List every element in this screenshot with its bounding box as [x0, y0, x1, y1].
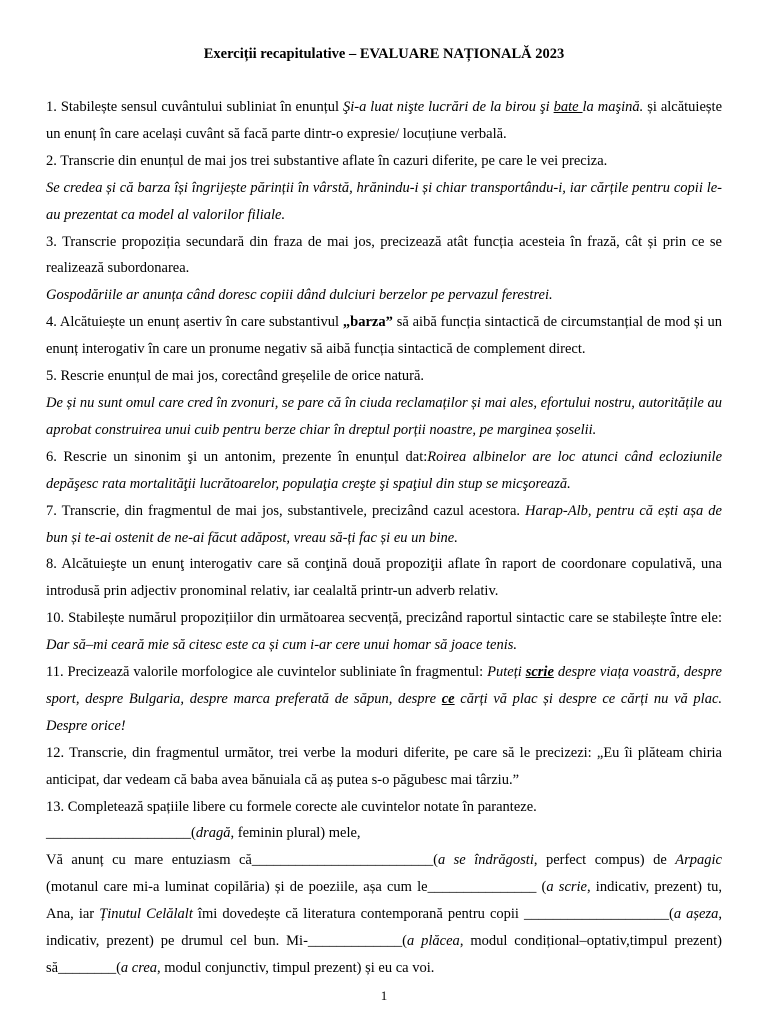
underlined-word-ce: ce	[441, 690, 455, 707]
exercise-7-prompt: 7. Transcrie, din fragmentul de mai jos, substantivele, precizând cazul acestora.	[46, 502, 526, 519]
exercise-1-quote: Şi-a luat nişte lucrări de la birou şi	[343, 99, 554, 115]
exercise-7	[46, 498, 722, 552]
exercise-4	[46, 309, 722, 363]
exercise-3-text	[46, 282, 722, 309]
page-title: Exerciții recapitulative – EVALUARE NAȚIONALĂ 2023	[203, 46, 565, 62]
hint-word: a se îndrăgosti	[437, 852, 534, 869]
exercise-5-text	[46, 390, 722, 444]
underlined-word-scrie: scrie	[525, 664, 554, 681]
exercise-11-quote-end: cărți vă plac și despre ce cărți nu vă plac. Despre orice!	[46, 690, 723, 734]
hint-word: dragă	[195, 825, 231, 842]
exercise-13: 13. Completează spațiile libere cu formele corecte ale cuvintelor notate în paranteze.	[46, 798, 537, 815]
exercise-11	[46, 659, 722, 740]
cat-name: Arpagic	[675, 852, 722, 869]
letter-text: îmi dovedește că literatura contemporană pentru copii ____________________(	[192, 906, 674, 923]
hint-word: a crea	[120, 960, 158, 976]
exercise-6	[46, 444, 722, 498]
exercise-11-quote-mid: despre viața voastră, despre sport, despre Bulgaria, despre marca preferată de săpun, despre	[46, 664, 722, 707]
letter-text: , indicativ, prezent) pe drumul cel bun. Mi-_____________(	[46, 906, 722, 950]
page-number: 1	[380, 988, 388, 1003]
exercise-11-prompt: 11. Precizează valorile morfologice ale cuvintelor subliniate în fragmentul:	[46, 664, 488, 681]
hint-rest: , feminin plural) mele,	[230, 825, 361, 842]
letter-text: Vă anunț cu mare entuziasm că_________________________(	[46, 852, 438, 869]
exercise-6-quote: Roirea albinelor are loc atunci când ecloziunile depăşesc rata mortalităţii lucrătoarelor, populaţia creşte şi spaţiul din stup se micşorează.	[46, 448, 723, 492]
exercise-4-keyword: „barza”	[342, 314, 393, 331]
hint-word: a plăcea	[407, 933, 460, 950]
exercise-5: 5. Rescrie enunțul de mai jos, corectând greșelile de orice natură.	[46, 368, 425, 385]
exercise-2-quote: Se credea și că barza își îngrijește părinții în vârstă, hrănindu-i și chiar transportându-i, iar cărțile pentru copii le-au prezentat ca model al valorilor filiale.	[46, 179, 722, 223]
exercise-2-text	[46, 175, 722, 229]
hint-word: a scrie	[546, 879, 587, 896]
exercise-1-quote-end: la maşină.	[582, 99, 644, 115]
exercise-1	[46, 94, 722, 148]
exercise-5-quote: De și nu sunt omul care cred în zvonuri, se pare că în ciuda reclamaților și mai ales, efortului nostru, autoritățile au aprobat construirea unui cuib pentru berze chiar în dreptul porții noastre, pe marginea șoselii.	[46, 394, 722, 438]
book-title: Ținutul Celălalt	[99, 906, 193, 923]
exercise-3: 3. Transcrie propoziția secundară din fraza de mai jos, precizează atât funcția acesteia în frază, cât și prin ce se realizează subordonarea.	[46, 233, 722, 277]
hint-word: a așeza	[673, 906, 719, 923]
exercise-12: 12. Transcrie, din fragmentul următor, trei verbe la moduri diferite, pe care să le precizezi: „Eu îi plăteam chiria anticipat, dar vedeam că baba avea bănuiala că aș putea s-o păgubesc mai târziu.”	[46, 744, 722, 788]
exercise-11-quote-start: Puteți	[487, 664, 526, 681]
exercise-10	[46, 605, 722, 659]
letter-body	[46, 847, 722, 982]
exercise-7-quote: Harap-Alb, pentru că ești așa de bun și te-ai ostenit de ne-ai făcut adăpost, vreau să-ți fac și eu un bine.	[46, 502, 722, 546]
letter-text: , modul conjunctiv, timpul prezent) și eu ca voi.	[157, 960, 435, 976]
letter-text: , modul condițional–optativ,timpul prezent) să________(	[46, 933, 722, 976]
exercise-1-task: și alcătuiește un enunț în care același cuvânt să facă parte dintr-o expresie/ locuțiune verbală.	[46, 99, 722, 142]
exercise-2: 2. Transcrie din enunțul de mai jos trei substantive aflate în cazuri diferite, pe care le vei preciza.	[46, 152, 608, 169]
exercise-3-quote: Gospodăriile ar anunța când doresc copiii dând dulciuri berzelor pe pervazul ferestrei.	[46, 287, 553, 304]
letter-text: , perfect compus) de	[533, 852, 676, 869]
exercise-4-task: să aibă funcția sintactică de circumstanțial de mod și un enunț interogativ în care un pronume negativ să aibă funcția sintactică de complement direct.	[46, 314, 722, 358]
exercise-4-prompt: 4. Alcătuiește un enunț asertiv în care substantivul	[46, 314, 343, 331]
letter-text: , indicativ, prezent) tu, Ana, iar	[46, 879, 722, 923]
exercise-list	[46, 94, 722, 982]
exercise-6-prompt: 6. Rescrie un sinonim şi un antonim, prezente în enunțul dat:	[46, 448, 428, 465]
underlined-word: bate	[553, 99, 583, 115]
exercise-10-prompt: 10. Stabilește numărul propozițiilor din următoarea secvență, precizând raportul sintactic care se stabilește între ele:	[46, 610, 722, 627]
letter-greeting	[46, 820, 722, 847]
exercise-8: 8. Alcătuieşte un enunţ interogativ care să conţină două propoziţii aflate în raport de coordonare copulativă, una introdusă prin adjectiv pronominal relativ, iar cealaltă printr-un adverb relativ.	[46, 556, 722, 600]
blank-line: ____________________(	[46, 825, 196, 842]
letter-text: (motanul care mi-a luminat copilăria) și de poeziile, așa cum le_______________ (	[46, 879, 547, 896]
exercise-1-prompt: 1. Stabilește sensul cuvântului subliniat în enunțul	[46, 99, 343, 115]
exercise-10-quote: Dar să–mi ceară mie să citesc este ca și cum i-ar cere unui homar să joace tenis.	[46, 637, 518, 654]
